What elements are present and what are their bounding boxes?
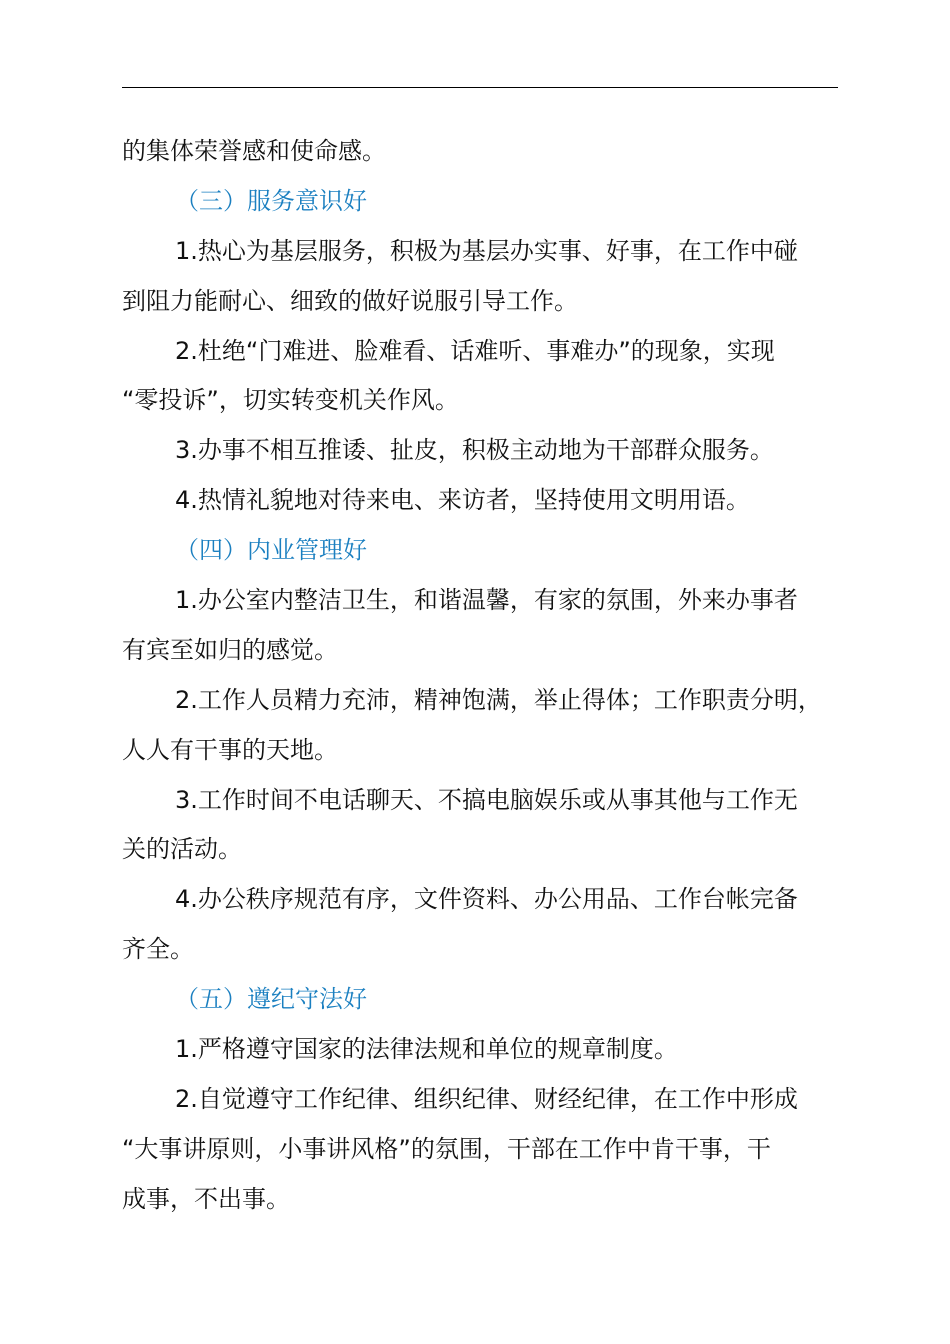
paragraph-line: 2.自觉遵守工作纪律、组织纪律、财经纪律，在工作中形成 [175,1084,798,1113]
paragraph-line: 成事，不出事。 [122,1184,290,1213]
paragraph-line: 4.办公秩序规范有序，文件资料、办公用品、工作台帐完备 [175,885,798,914]
section-heading-3: （三）服务意识好 [175,186,367,215]
section-heading-5: （五）遵纪守法好 [175,985,367,1014]
paragraph-line: 3.工作时间不电话聊天、不搞电脑娱乐或从事其他与工作无 [175,785,798,814]
paragraph-line: “零投诉”，切实转变机关作风。 [122,386,459,415]
paragraph-line: 2.杜绝“门难进、脸难看、话难听、事难办”的现象，实现 [175,336,775,365]
paragraph-line: 4.热情礼貌地对待来电、来访者，坚持使用文明用语。 [175,486,750,515]
paragraph-line: 3.办事不相互推诿、扯皮，积极主动地为干部群众服务。 [175,436,774,465]
document-body [122,127,838,1225]
paragraph-line: 1.热心为基层服务，积极为基层办实事、好事，在工作中碰 [175,236,798,265]
paragraph-line: 的集体荣誉感和使命感。 [122,137,386,165]
paragraph-line: “大事讲原则，小事讲风格”的氛围，干部在工作中肯干事，干 [122,1134,771,1163]
paragraph-line: 齐全。 [122,935,194,964]
header-rule [122,87,838,88]
section-heading-4: （四）内业管理好 [175,536,367,565]
paragraph-line: 人人有干事的天地。 [122,735,338,764]
paragraph-line: 关的活动。 [122,835,242,864]
paragraph-line: 1.严格遵守国家的法律法规和单位的规章制度。 [175,1035,678,1064]
paragraph-line: 到阻力能耐心、细致的做好说服引导工作。 [122,286,578,315]
paragraph-line: 有宾至如归的感觉。 [122,635,338,664]
paragraph-line: 1.办公室内整洁卫生，和谐温馨，有家的氛围，外来办事者 [175,586,798,615]
paragraph-line: 2.工作人员精力充沛，精神饱满，举止得体；工作职责分明， [175,685,822,714]
